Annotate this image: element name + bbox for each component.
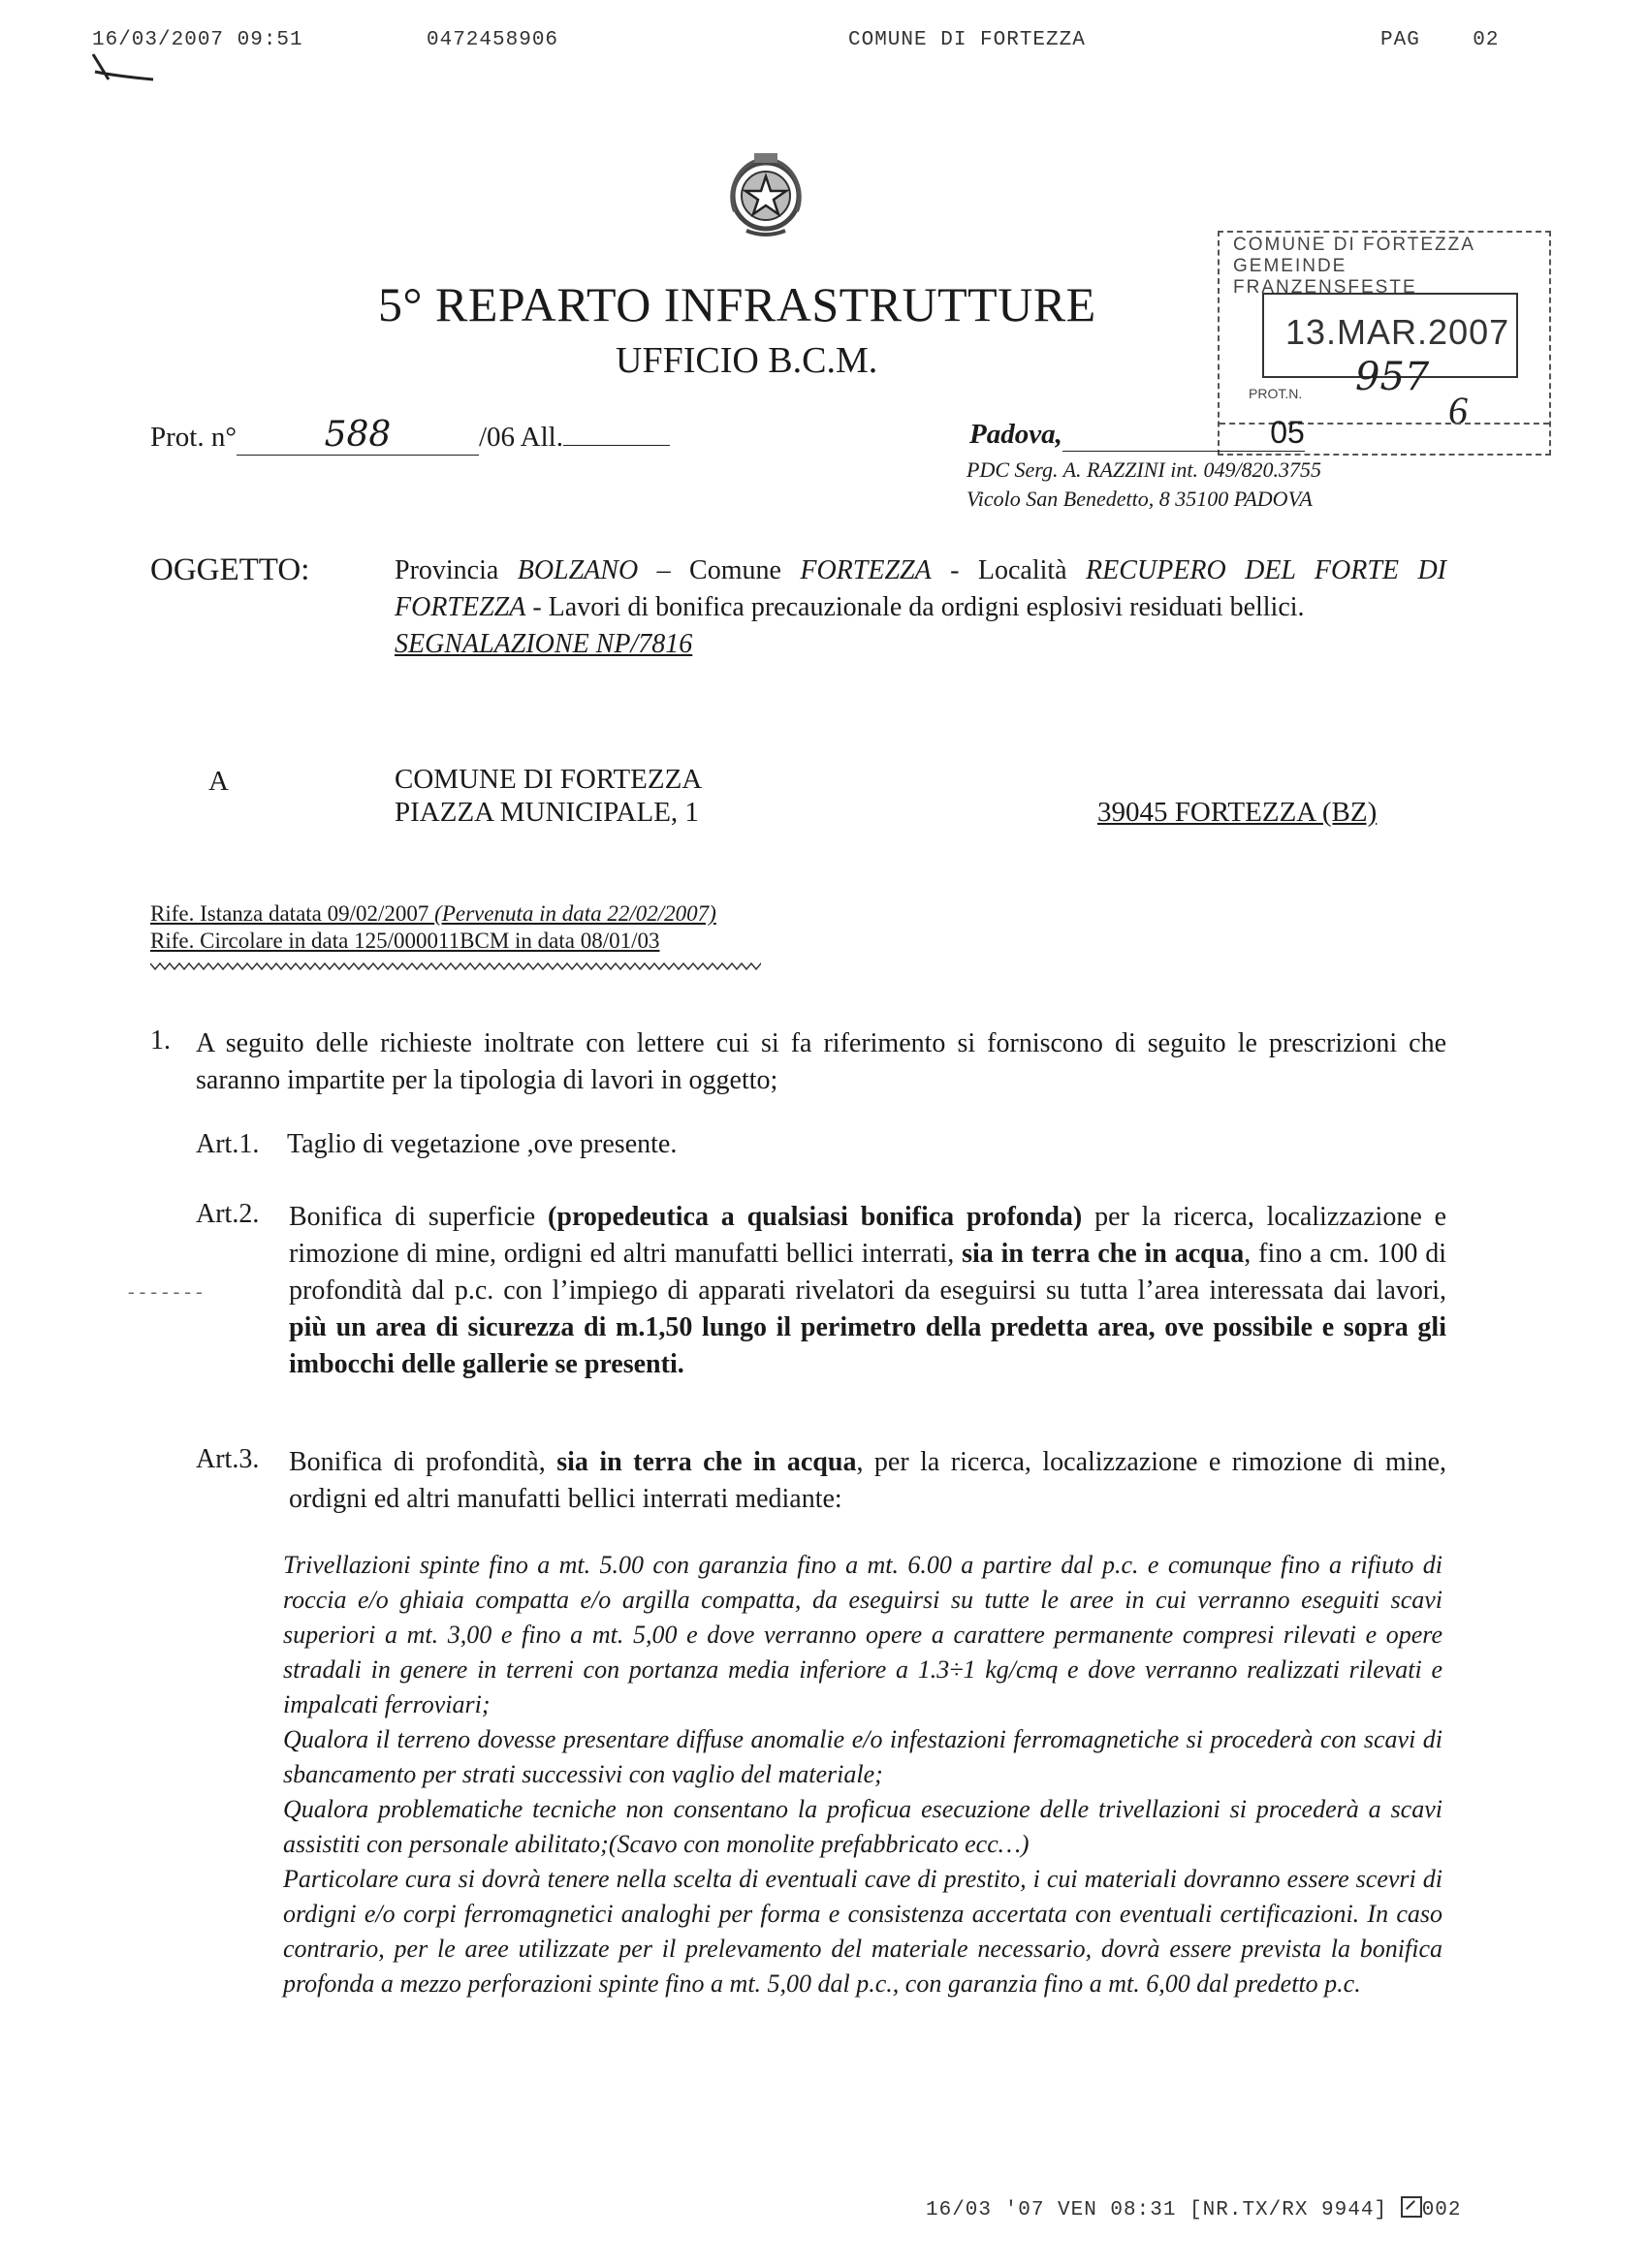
- reference-1: [150, 901, 716, 927]
- subject-part-2: – Comune: [638, 555, 801, 585]
- recipient-street: PIAZZA MUNICIPALE, 1: [395, 797, 699, 828]
- emblem-icon: [717, 143, 814, 240]
- recipient-name: COMUNE DI FORTEZZA: [395, 764, 703, 795]
- art-2-part-d: sia in terra che in acqua: [962, 1239, 1245, 1269]
- art-3-part-a: Bonifica di profondità,: [289, 1447, 557, 1477]
- fax-phone: 0472458906: [427, 29, 559, 51]
- stamp-header: COMUNE DI FORTEZZA GEMEINDE FRANZENSFESTE: [1233, 235, 1474, 298]
- subject-segnalazione: SEGNALAZIONE NP/7816: [395, 629, 693, 659]
- prescription-2: Qualora il terreno dovesse presentare diffuse anomalie e/o infestazioni ferromagnetiche si procederà con scavi di sbancamento per strati successivi con vaglio del materiale;: [283, 1725, 1442, 1788]
- contact-line-2: Vicolo San Benedetto, 8 35100 PADOVA: [967, 487, 1313, 511]
- art-3-part-b: sia in terra che in acqua: [556, 1447, 857, 1477]
- handwritten-mark: [89, 50, 157, 83]
- subject-part-4: - Lavori di bonifica precauzionale da ordigni esplosivi residuati bellici.: [525, 592, 1305, 622]
- stamp-date: 13.MAR.2007: [1285, 312, 1510, 352]
- subject-text: [395, 552, 1446, 663]
- place: Padova,: [969, 419, 1062, 450]
- recipient-city: 39045 FORTEZZA (BZ): [1097, 797, 1378, 828]
- subject-label: OGGETTO:: [150, 552, 310, 587]
- place-date: [969, 415, 1305, 452]
- art-2-text: [289, 1199, 1446, 1383]
- letterhead-subtitle: UFFICIO B.C.M.: [616, 340, 878, 381]
- art-3-part-c: , per la ricerca, localizzazione e rimozione di mine, ordigni ed altri manufatti bellici interrati mediante:: [289, 1447, 1446, 1514]
- prescription-4: Particolare cura si dovrà tenere nella scelta di eventuali cave di prestito, i cui materiali dovranno essere scevri di ordigni e/o corpi ferromagnetici analoghi per forma e consistenza accertata con eventuali certificazioni. In caso contrario, per le aree utilizzate per il prelevamento del materiale necessario, dovrà essere prevista la bonifica profonda a mezzo perforazioni spinte fino a mt. 5,00 dal p.c., con garanzia fino a mt. 6,00 dal predetto p.c.: [283, 1865, 1442, 1998]
- prescription-1: Trivellazioni spinte fino a mt. 5.00 con garanzia fino a mt. 6.00 a partire dal p.c. e comunque fino a rifiuto di roccia e/o ghiaia compatta e/o argilla compatta, da eseguirsi su tutte le aree in cui verranno eseguiti scavi superiori a mt. 3,00 e fino a mt. 5,00 e dove verranno opere a carattere permanente compresi rilevati e opere stradali in genere in terreni con portanza media inferiore a 1.3÷1 kg/cmq e dove verranno realizzati rilevati e impalcati ferroviari;: [283, 1551, 1442, 1718]
- art-2-label: Art.2.: [196, 1199, 260, 1229]
- fax-date-time: 16/03/2007 09:51: [92, 29, 303, 51]
- reference-1-text: Rife. Istanza datata 09/02/2007: [150, 901, 435, 926]
- subject-localita: RECUPERO DEL FORTE DI FORTEZZA: [395, 555, 1446, 622]
- fax-footer-text: 16/03 '07 VEN 08:31 [NR.TX/RX 9944]: [926, 2199, 1388, 2221]
- prescription-3: Qualora problematiche tecniche non consentano la proficua esecuzione delle trivellazioni si procederà a scavi assistiti con personale abilitato;(Scavo con monolite prefabbricato ecc…): [283, 1795, 1442, 1858]
- stamp-handwritten-number: 957: [1355, 355, 1430, 399]
- art-2-part-f: più un area di sicurezza di m.1,50 lungo il perimetro della predetta area, ove possibile e sopra gli imbocchi delle gallerie se presenti.: [289, 1312, 1446, 1379]
- art-1-label: Art.1.: [196, 1129, 260, 1159]
- fax-footer: [926, 2196, 1462, 2221]
- protocol-label: Prot. n°: [150, 422, 237, 453]
- reference-2: Rife. Circolare in data 125/000011BCM in data 08/01/03: [150, 929, 660, 953]
- art-1-text: Taglio di vegetazione ,ove presente.: [287, 1129, 678, 1159]
- fax-page-number: 02: [1473, 29, 1500, 51]
- date-day: 05: [1270, 415, 1305, 450]
- art-3-text: [289, 1444, 1446, 1518]
- art-2-part-a: Bonifica di superficie: [289, 1202, 549, 1232]
- letterhead-title: 5° REPARTO INFRASTRUTTURE: [378, 277, 1096, 331]
- art-3-label: Art.3.: [196, 1444, 260, 1474]
- reference-1-received: (Pervenuta in data 22/02/2007): [434, 901, 716, 926]
- art-2-part-c: per la ricerca, localizzazione e rimozione di mine, ordigni ed altri manufatti bellici interrati,: [289, 1202, 1446, 1269]
- subject-part-1: Provincia: [395, 555, 518, 585]
- art-2-part-b: (propedeutica a qualsiasi bonifica profonda): [548, 1202, 1083, 1232]
- fax-sender: COMUNE DI FORTEZZA: [848, 29, 1086, 51]
- protocol-line: [150, 415, 670, 456]
- prescriptions-block: [283, 1548, 1442, 2001]
- protocol-suffix: /06 All.: [478, 422, 563, 453]
- subject-part-3: - Località: [931, 555, 1087, 585]
- checkbox-icon: [1401, 2196, 1422, 2218]
- fax-footer-page: 002: [1421, 2199, 1462, 2221]
- subject-comune: FORTEZZA: [800, 555, 932, 585]
- fax-page: [1380, 29, 1499, 51]
- art-2-part-e: , fino a cm. 100 di profondità dal p.c. con l’impiego di apparati rivelatori da eseguirsi su tutta l’area interessata dai lavori,: [289, 1239, 1446, 1306]
- subject-province: BOLZANO: [517, 555, 639, 585]
- stamp-handwritten-extra: 6: [1448, 389, 1468, 432]
- fax-page-label: PAG: [1380, 29, 1420, 51]
- protocol-number: 588: [324, 415, 392, 455]
- contact-line-1: PDC Serg. A. RAZZINI int. 049/820.3755: [967, 457, 1322, 482]
- paragraph-1: A seguito delle richieste inoltrate con lettere cui si fa riferimento si forniscono di seguito le prescrizioni che saranno impartite per la tipologia di lavori in oggetto;: [196, 1028, 1446, 1095]
- margin-dash: - - - - - - -: [128, 1281, 203, 1303]
- stamp-prot-label: PROT.N.: [1249, 386, 1303, 401]
- wavy-underline: [150, 961, 761, 971]
- paragraph-1-number: 1.: [150, 1025, 171, 1055]
- recipient-label: A: [208, 766, 229, 797]
